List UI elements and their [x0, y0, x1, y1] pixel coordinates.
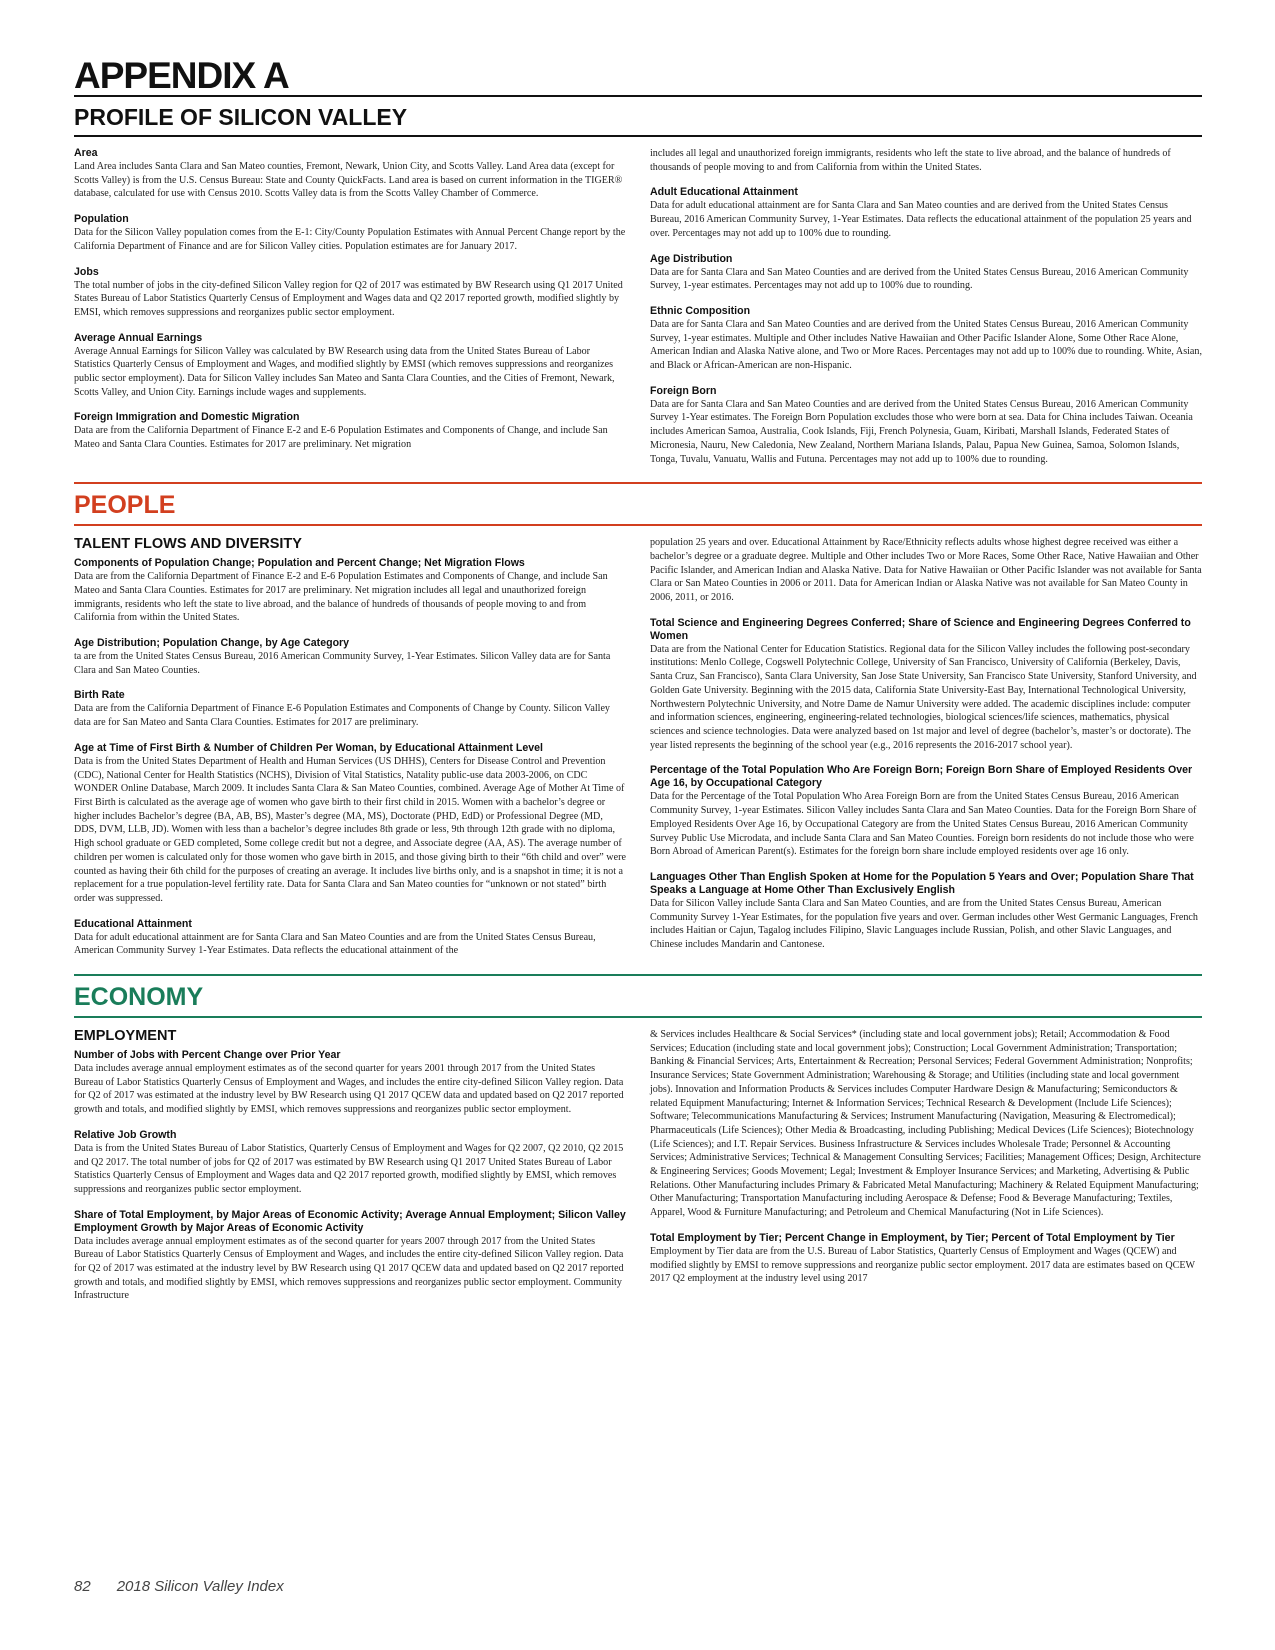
- entry-heading: Number of Jobs with Percent Change over Prior Year: [74, 1049, 341, 1062]
- entry-heading: Total Employment by Tier; Percent Change in Employment, by Tier; Percent of Total Employment by Tier: [650, 1231, 1175, 1244]
- entry-heading: Population: [74, 213, 129, 226]
- subtitle-rule: [74, 135, 1202, 137]
- economy-section: [74, 974, 1202, 1315]
- page-footer: [74, 1578, 310, 1595]
- economy-rule-bottom: [74, 1016, 1202, 1018]
- entry-heading: Total Science and Engineering Degrees Conferred; Share of Science and Engineering Degrees Conferred to Women: [650, 616, 1191, 642]
- entry-text: Data for adult educational attainment are for Santa Clara and San Mateo counties and are derived from the United States Census Bureau, 2016 American Community Survey, 1-Year Estimates. Data reflects the educational attainment of the population 25 years and over. Percentages may not add up to 100% due to rounding.: [650, 200, 1192, 239]
- entry-heading: Relative Job Growth: [74, 1128, 177, 1141]
- people-right-column: [650, 536, 1202, 970]
- entry-heading: Adult Educational Attainment: [650, 186, 798, 199]
- entry-text: Data for Silicon Valley include Santa Clara and San Mateo Counties, and are from the United States Census Bureau, American Community Survey 1-Year Estimates, for the population five years and over. German includes other West Germanic Languages, French includes Haitian or Cajun, Tagalog includes Filipino, Slavic Languages include Russian, Polish, and other Slavic Languages, and Chinese includes Mandarin and Cantonese.: [650, 897, 1198, 951]
- entry-text: Data are from the California Department of Finance E-2 and E-6 Population Estimates and Components of Change, and include San Mateo and Santa Clara Counties. Estimates for 2017 are preliminary. Net migration: [74, 425, 608, 451]
- entry-text: Data are from the California Department of Finance E-6 Population Estimates and Components of Change by County. Silicon Valley data are for San Mateo and Santa Clara Counties. Estimates for 2017 are preliminary.: [74, 703, 610, 729]
- page-subtitle: PROFILE OF SILICON VALLEY: [74, 104, 408, 130]
- economy-right-column: [650, 1028, 1202, 1315]
- entry-text: Data includes average annual employment estimates as of the second quarter for years 2001 through 2017 from the United States Bureau of Labor Statistics Quarterly Census of Employment and Wages, and includes the entire city-defined Silicon Valley region. Data for Q2 of 2017 was estimated at the industry level by BW Research using Q1 2017 QCEW data and updated based on Q2 2017 reported growth and totals, and modified slightly by EMSI, which removes suppressions and reorganizes public sector employment.: [74, 1063, 624, 1116]
- entry-heading: Foreign Immigration and Domestic Migration: [74, 411, 300, 424]
- entry-text: Data are for Santa Clara and San Mateo Counties and are derived from the United States Census Bureau, 2016 American Community Survey, 1-year estimates. Percentages may not add up to 100% due to rounding.: [650, 266, 1189, 292]
- economy-subheading: EMPLOYMENT: [74, 1028, 177, 1045]
- entry-text: population 25 years and over. Educational Attainment by Race/Ethnicity reflects adults whose highest degree received was either a bachelor’s degree or a graduate degree. Multiple and Other includes Two or More Races, Some Other Race, Native Hawaiian and Other Pacific Islander, and American Indian and Alaska Native. Data for Native Hawaiian or Other Pacific Islander was not available for Santa Clara or San Mateo Counties in 2006 or 2011. Data for American Indian or Alaska Native was not available for San Mateo County in 2006, 2011, or 2016.: [650, 537, 1202, 604]
- entry-text: Employment by Tier data are from the U.S. Bureau of Labor Statistics, Quarterly Census of Employment and Wages (QCEW) and modified slightly by EMSI to remove suppressions and reorganize public sector employment. 2017 data are estimates based on QCEW 2017 Q2 employment at the industry level using 2017: [650, 1245, 1195, 1285]
- entry-text: Data for the Silicon Valley population comes from the E-1: City/County Population Estimates with Annual Percent Change report by the California Department of Finance and are for Silicon Valley cities. Population estimates are for January 2017.: [74, 227, 626, 252]
- people-rule-bottom: [74, 524, 1202, 526]
- entry-text: & Services includes Healthcare & Social Services* (including state and local government jobs); Retail; Accommodation & Food Services; Education (including state and local government jobs); Construction; Local Government Administration; Transportation; Banking & Financial Services; Arts, Entertainment & Recreation; Personal Services; Federal Government Administration; Nonprofits; Insurance Services; State Government Administration; Warehousing & Storage; and Utilities (including state and local government jobs). Innovation and Information Products & Services includes Computer Hardware Design & Manufacturing; Semiconductors & related Equipment Manufacturing; Internet & Information Services; Technical Research & Development (Include Life Sciences); Software; Telecommunications Manufacturing & Services; Instrument Manufacturing (Navigation, Measuring & Electromedical); Pharmaceuticals (Life Sciences); Other Media & Broadcasting, including Publishing; Medical Devices (Life Sciences); Biotechnology (Life Sciences); and I.T. Repair Services. Business Infrastructure & Services includes Wholesale Trade; Personnel & Accounting Services; Administrative Services; Technical & Management Consulting Services; Facilities; Management Offices; Design, Architecture & Engineering Services; Goods Movement; Legal; Investment & Employer Insurance Services; and Marketing, Advertising & Public Relations. Other Manufacturing includes Primary & Fabricated Metal Manufacturing; Machinery & Related Equipment Manufacturing; Other Manufacturing; Transportation Manufacturing including Aerospace & Defense; Food & Beverage Manufacturing; Textiles, Apparel, Wood & Furniture Manufacturing; and Petroleum and Chemical Manufacturing (Not in Life Sciences).: [650, 1029, 1201, 1219]
- entry-text: Land Area includes Santa Clara and San Mateo counties, Fremont, Newark, Union City, and Scotts Valley. Land Area data (except for Scotts Valley) is from the U.S. Census Bureau: State and County QuickFacts. Land area is based on current information in the TIGER® database, calculated for use with Census 2010. Scotts Valley data is from the Scotts Valley Chamber of Commerce.: [74, 161, 623, 200]
- people-left-column: [74, 536, 626, 970]
- entry-text: Data are for Santa Clara and San Mateo Counties and are derived from the United States Census Bureau, 2016 American Community Survey 1-Year estimates. The Foreign Born Population excludes those who were born at sea. Data for China includes Taiwan. Oceania includes American Samoa, Australia, Cook Islands, Fiji, French Polynesia, Guam, Kiribati, Marshall Islands, Federated States of Micronesia, Nauru, New Caledonia, New Zealand, Northern Mariana Islands, Palau, Papua New Guinea, Samoa, Solomon Islands, Tonga, Tuvalu, Vanuatu, Wallis and Futuna. Percentages may not add up to 100% due to rounding.: [650, 398, 1193, 465]
- entry-heading: Birth Rate: [74, 689, 125, 702]
- economy-left-column: [74, 1028, 626, 1315]
- economy-columns: [74, 1028, 1202, 1315]
- entry-text: Average Annual Earnings for Silicon Valley was calculated by BW Research using data from the United States Bureau of Labor Statistics Quarterly Census of Employment and Wages, and modified slightly by EMSI (which removes suppressions and reorganizes public sector employment). Data for Silicon Valley includes San Mateo and Santa Clara Counties, and the Cities of Fremont, Newark, Scotts Valley, and Union City. Earnings include wages and supplements.: [74, 345, 615, 398]
- entry-text: Data are for Santa Clara and San Mateo Counties and are derived from the United States Census Bureau, 2016 American Community Survey, 1-year estimates. Multiple and Other includes Native Hawaiian and Other Pacific Islander Alone, Some Other Race Alone, American Indian and Alaska Native alone, and Two or More Races. Percentages may not add up to 100% due to rounding. White, Asian, and Black or African-American are non-Hispanic.: [650, 318, 1202, 372]
- entry-heading: Percentage of the Total Population Who Are Foreign Born; Foreign Born Share of Employed Residents Over Age 16, by Occupational Category: [650, 764, 1193, 790]
- entry-text: includes all legal and unauthorized foreign immigrants, residents who left the state to live abroad, and the balance of hundreds of thousands of people moving to and from California from within the United States.: [650, 148, 1171, 173]
- entry-text: Data is from the United States Department of Health and Human Services (US DHHS), Centers for Disease Control and Prevention (CDC), National Center for Health Statistics (NCHS), Division of Vital Statistics, Natality public-use data 2003-2006, on CDC WONDER Online Database, March 2009. It includes Santa Clara & San Mateo Counties, combined. Average Age of Mother At Time of First Birth is calculated as the average age of women who gave birth to their first child in 2015. Women with a bachelor’s degree or higher includes Bachelor’s degree (BA, AB, BS), Master’s degree (MA, MS), Doctorate (PHD, EdD) or Professional Degree (MD, DDS, DVM, LLB, JD). Women with less than a bachelor’s degree includes 8th grade or less, 9th through 12th grade with no diploma, High school graduate or GED completed, Some college credit but not a degree, and Associate degree (AA, AS). The average number of children per women is calculated only for those women who gave birth in 2015, and those giving birth to their “6th child and over” were counted as having their 6th child for the purposes of creating an average. It includes live births only, and is a snapshot in time; it is not a replacement for a true population-level fertility rate. Data for Santa Clara and San Mateo counties for “unknown or not stated” birth order was suppressed.: [74, 755, 626, 904]
- profile-right-column: [650, 147, 1202, 478]
- people-section: [74, 482, 1202, 970]
- economy-rule-top: [74, 974, 1202, 976]
- entry-heading: Area: [74, 147, 98, 159]
- entry-text: Data for adult educational attainment are for Santa Clara and San Mateo Counties and are from the United States Census Bureau, American Community Survey 1-Year Estimates. Data reflects the educational attainment of the: [74, 931, 596, 957]
- entry-heading: Age Distribution: [650, 252, 733, 265]
- publication-name: 2018 Silicon Valley Index: [116, 1578, 284, 1595]
- people-rule-top: [74, 482, 1202, 484]
- entry-text: The total number of jobs in the city-defined Silicon Valley region for Q2 of 2017 was estimated by BW Research using Q1 2017 United States Bureau of Labor Statistics Quarterly Census of Employment and Wages data and Q2 2017 reported growth, modified slightly by EMSI, which removes suppressions and reorganizes public sector employment.: [74, 279, 623, 318]
- profile-section: [74, 147, 1202, 478]
- entry-heading: Jobs: [74, 265, 99, 278]
- entry-heading: Components of Population Change; Population and Percent Change; Net Migration Flows: [74, 557, 525, 570]
- people-subheading: TALENT FLOWS AND DIVERSITY: [74, 536, 302, 553]
- entry-heading: Ethnic Composition: [650, 304, 751, 317]
- entry-text: Data are from the National Center for Education Statistics. Regional data for the Silicon Valley includes the following post-secondary institutions: Menlo College, Cogswell Polytechnic College, University of San Francisco, University of California (Berkeley, Davis, Santa Cruz, San Francisco), Santa Clara University, San Jose State University, San Francisco State University, Stanford University, and Golden Gate University. Beginning with the 2015 data, California State University-East Bay, International Technological University, Northwestern Polytechnic University, and Notre Dame de Namur University were added. The academic disciplines include: computer and information sciences, engineering, engineering-related technologies, biological sciences/life sciences, mathematics, physical sciences and science technologies. Data were analyzed based on 1st major and level of degree (bachelor’s, master’s or doctorate). The year listed represents the beginning of the school year (e.g., 2016 represents the 2016-2017 school year).: [650, 643, 1197, 751]
- profile-left-column: [74, 147, 626, 478]
- entry-heading: Educational Attainment: [74, 917, 192, 930]
- entry-heading: Foreign Born: [650, 384, 717, 397]
- entry-text: Data for the Percentage of the Total Population Who Area Foreign Born are from the United States Census Bureau, 2016 American Community Survey, 1-year Estimates. Silicon Valley includes Santa Clara and San Mateo Counties. Data for the Foreign Born Share of Employed Residents Over Age 16, by Occupational Category are from the United States Census Bureau, 2016 American Community Survey Public Use Microdata, and include Santa Clara and San Mateo Counties. Foreign born residents do not include those who were Born Abroad of American Parent(s). Estimates for the foreign born share include employed residents over age 16 only.: [650, 791, 1197, 858]
- entry-heading: Languages Other Than English Spoken at Home for the Population 5 Years and Over; Population Share That Speaks a Language at Home Other Than Exclusively English: [650, 870, 1194, 896]
- entry-heading: Average Annual Earnings: [74, 331, 203, 344]
- page: [74, 55, 1202, 1315]
- economy-title: ECONOMY: [74, 983, 204, 1012]
- people-columns: [74, 536, 1202, 970]
- entry-text: Data is from the United States Bureau of Labor Statistics, Quarterly Census of Employment and Wages for Q2 2007, Q2 2010, Q2 2015 and Q2 2017. The total number of jobs for Q2 of 2017 was estimated by BW Research using Q1 2017 United States Bureau of Labor Statistics Quarterly Census of Employment and Wages data and Q2 2017 reported growth, modified slightly by EMSI, which removes suppressions and reorganizes public sector employment.: [74, 1142, 624, 1195]
- entry-heading: Age at Time of First Birth & Number of Children Per Woman, by Educational Attainment Level: [74, 741, 543, 754]
- page-title: APPENDIX A: [74, 55, 289, 96]
- entry-text: Data are from the California Department of Finance E-2 and E-6 Population Estimates and Components of Change, and include San Mateo and Santa Clara Counties. Estimates for 2017 are preliminary. Net migration includes all legal and unauthorized foreign immigrants, residents who left the state to live abroad, and the balance of hundreds of thousands of people moving to and from California from within the United States.: [74, 571, 608, 624]
- page-number: 82: [74, 1578, 91, 1595]
- entry-heading: Age Distribution; Population Change, by Age Category: [74, 637, 350, 650]
- entry-text: ta are from the United States Census Bureau, 2016 American Community Survey, 1-Year Estimates. Silicon Valley data are for Santa Clara and San Mateo Counties.: [74, 651, 611, 676]
- entry-heading: Share of Total Employment, by Major Areas of Economic Activity; Average Annual Employment; Silicon Valley Employment Growth by Major Areas of Economic Activity: [74, 1208, 626, 1234]
- people-title: PEOPLE: [74, 491, 176, 520]
- entry-text: Data includes average annual employment estimates as of the second quarter for years 2007 through 2017 from the United States Bureau of Labor Statistics Quarterly Census of Employment and Wages, and includes the entire city-defined Silicon Valley region. Data for Q2 of 2017 was estimated at the industry level by BW Research using Q1 2017 QCEW data and updated based on Q2 2017 reported growth and totals, and modified slightly by EMSI, which removes suppressions and reorganizes public sector employment. Community Infrastructure: [74, 1235, 624, 1302]
